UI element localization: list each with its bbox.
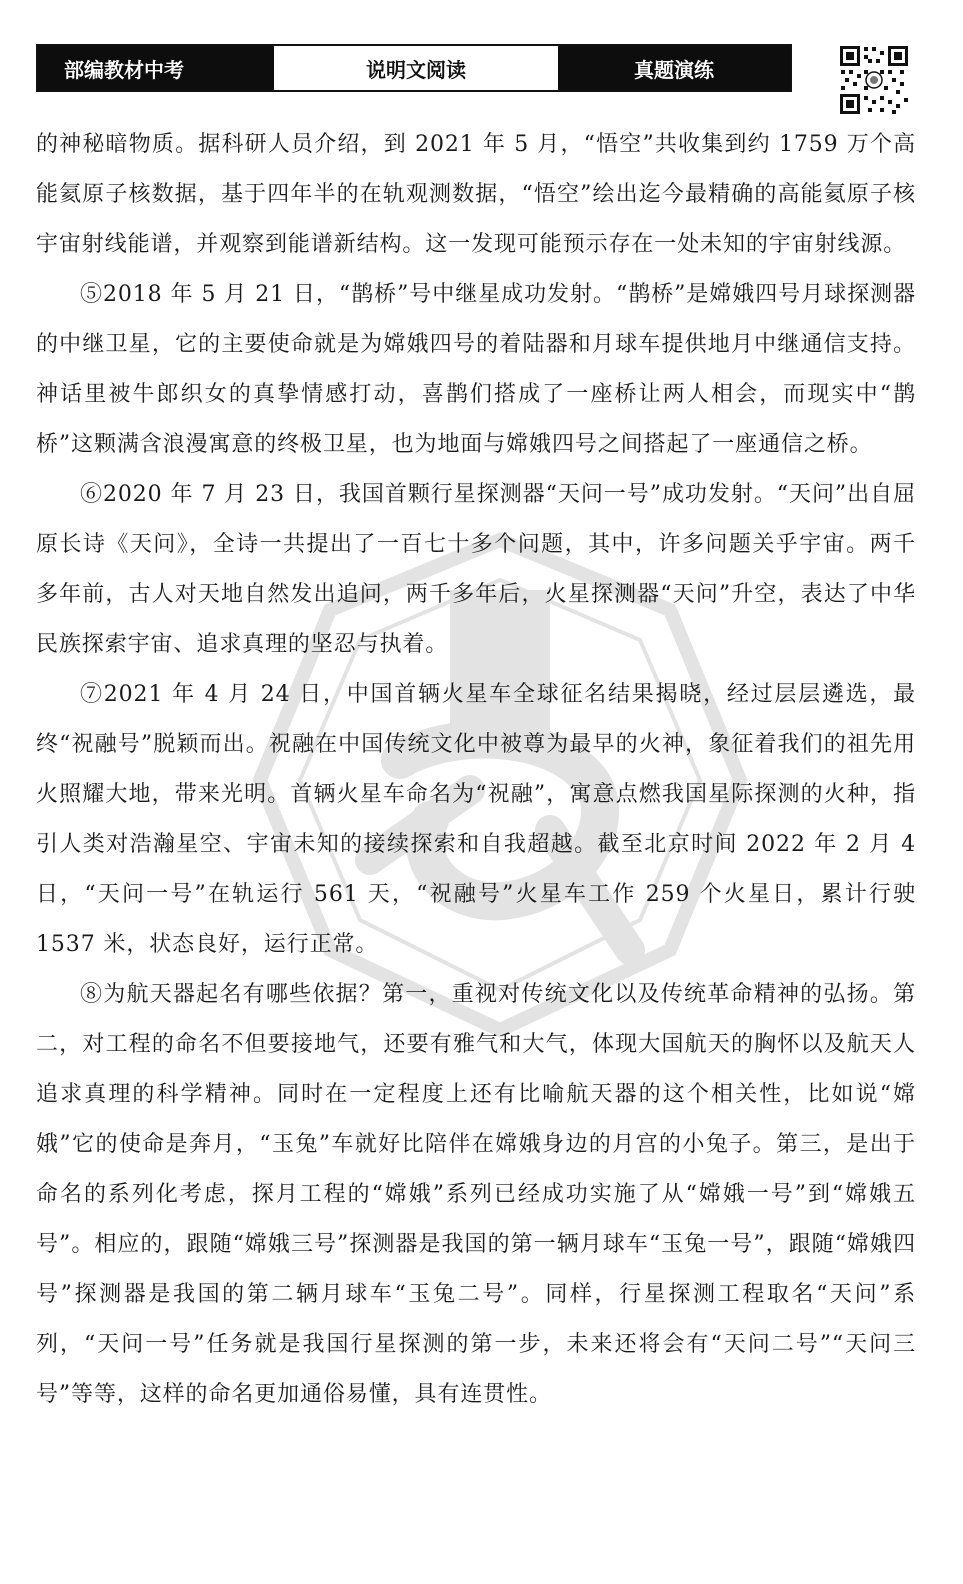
- paragraph-8: ⑧为航天器起名有哪些依据？第一，重视对传统文化以及传统革命精神的弘扬。第二，对工程的命名不但要接地气，还要有雅气和大气，体现大国航天的胸怀以及航天人追求真理的科学精神。同时在一定程度上还有比喻航天器的这个相关性，比如说“嫦娥”它的使命是奔月，“玉兔”车就好比陪伴在嫦娥身边的月宫的小兔子。第三，是出于命名的系列化考虑，探月工程的“嫦娥”系列已经成功实施了从“嫦娥一号”到“嫦娥五号”。相应的，跟随“嫦娥三号”探测器是我国的第一辆月球车“玉兔一号”，跟随“嫦娥四号”探测器是我国的第二辆月球车“玉兔二号”。同样，行星探测工程取名“天问”系列，“天问一号”任务就是我国行星探测的第一步，未来还将会有“天问二号”“天问三号”等等，这样的命名更加通俗易懂，具有连贯性。: [36, 982, 916, 1407]
- paragraph-continued: 的神秘暗物质。据科研人员介绍，到 2021 年 5 月，“悟空”共收集到约 1759 万个高能氦原子核数据，基于四年半的在轨观测数据，“悟空”绘出迄今最精确的高能氦原子核宇宙射线能谱，并观察到能谱新结构。这一发现可能预示存在一处未知的宇宙射线源。: [36, 132, 916, 257]
- qr-code-icon: [838, 44, 910, 116]
- header-series-label: 部编教材中考: [38, 46, 274, 90]
- header-bar: [36, 44, 792, 92]
- article-body: [36, 120, 916, 1420]
- header-section-label: 真题演练: [558, 46, 790, 90]
- paragraph-6: ⑥2020 年 7 月 23 日，我国首颗行星探测器“天问一号”成功发射。“天问”出自屈原长诗《天问》，全诗一共提出了一百七十多个问题，其中，许多问题关乎宇宙。两千多年前，古人对天地自然发出追问，两千多年后，火星探测器“天问”升空，表达了中华民族探索宇宙、追求真理的坚忍与执着。: [36, 482, 916, 657]
- paragraph-7: ⑦2021 年 4 月 24 日，中国首辆火星车全球征名结果揭晓，经过层层遴选，最终“祝融号”脱颖而出。祝融在中国传统文化中被尊为最早的火神，象征着我们的祖先用火照耀大地，带来光明。首辆火星车命名为“祝融”，寓意点燃我国星际探测的火种，指引人类对浩瀚星空、宇宙未知的接续探索和自我超越。截至北京时间 2022 年 2 月 4 日，“天问一号”在轨运行 561 天，“祝融号”火星车工作 259 个火星日，累计行驶 1537 米，状态良好，运行正常。: [36, 682, 916, 957]
- header-topic-label: 说明文阅读: [274, 46, 558, 90]
- paragraph-5: ⑤2018 年 5 月 21 日，“鹊桥”号中继星成功发射。“鹊桥”是嫦娥四号月球探测器的中继卫星，它的主要使命就是为嫦娥四号的着陆器和月球车提供地月中继通信支持。神话里被牛郎织女的真挚情感打动，喜鹊们搭成了一座桥让两人相会，而现实中“鹊桥”这颗满含浪漫寓意的终极卫星，也为地面与嫦娥四号之间搭起了一座通信之桥。: [36, 282, 916, 457]
